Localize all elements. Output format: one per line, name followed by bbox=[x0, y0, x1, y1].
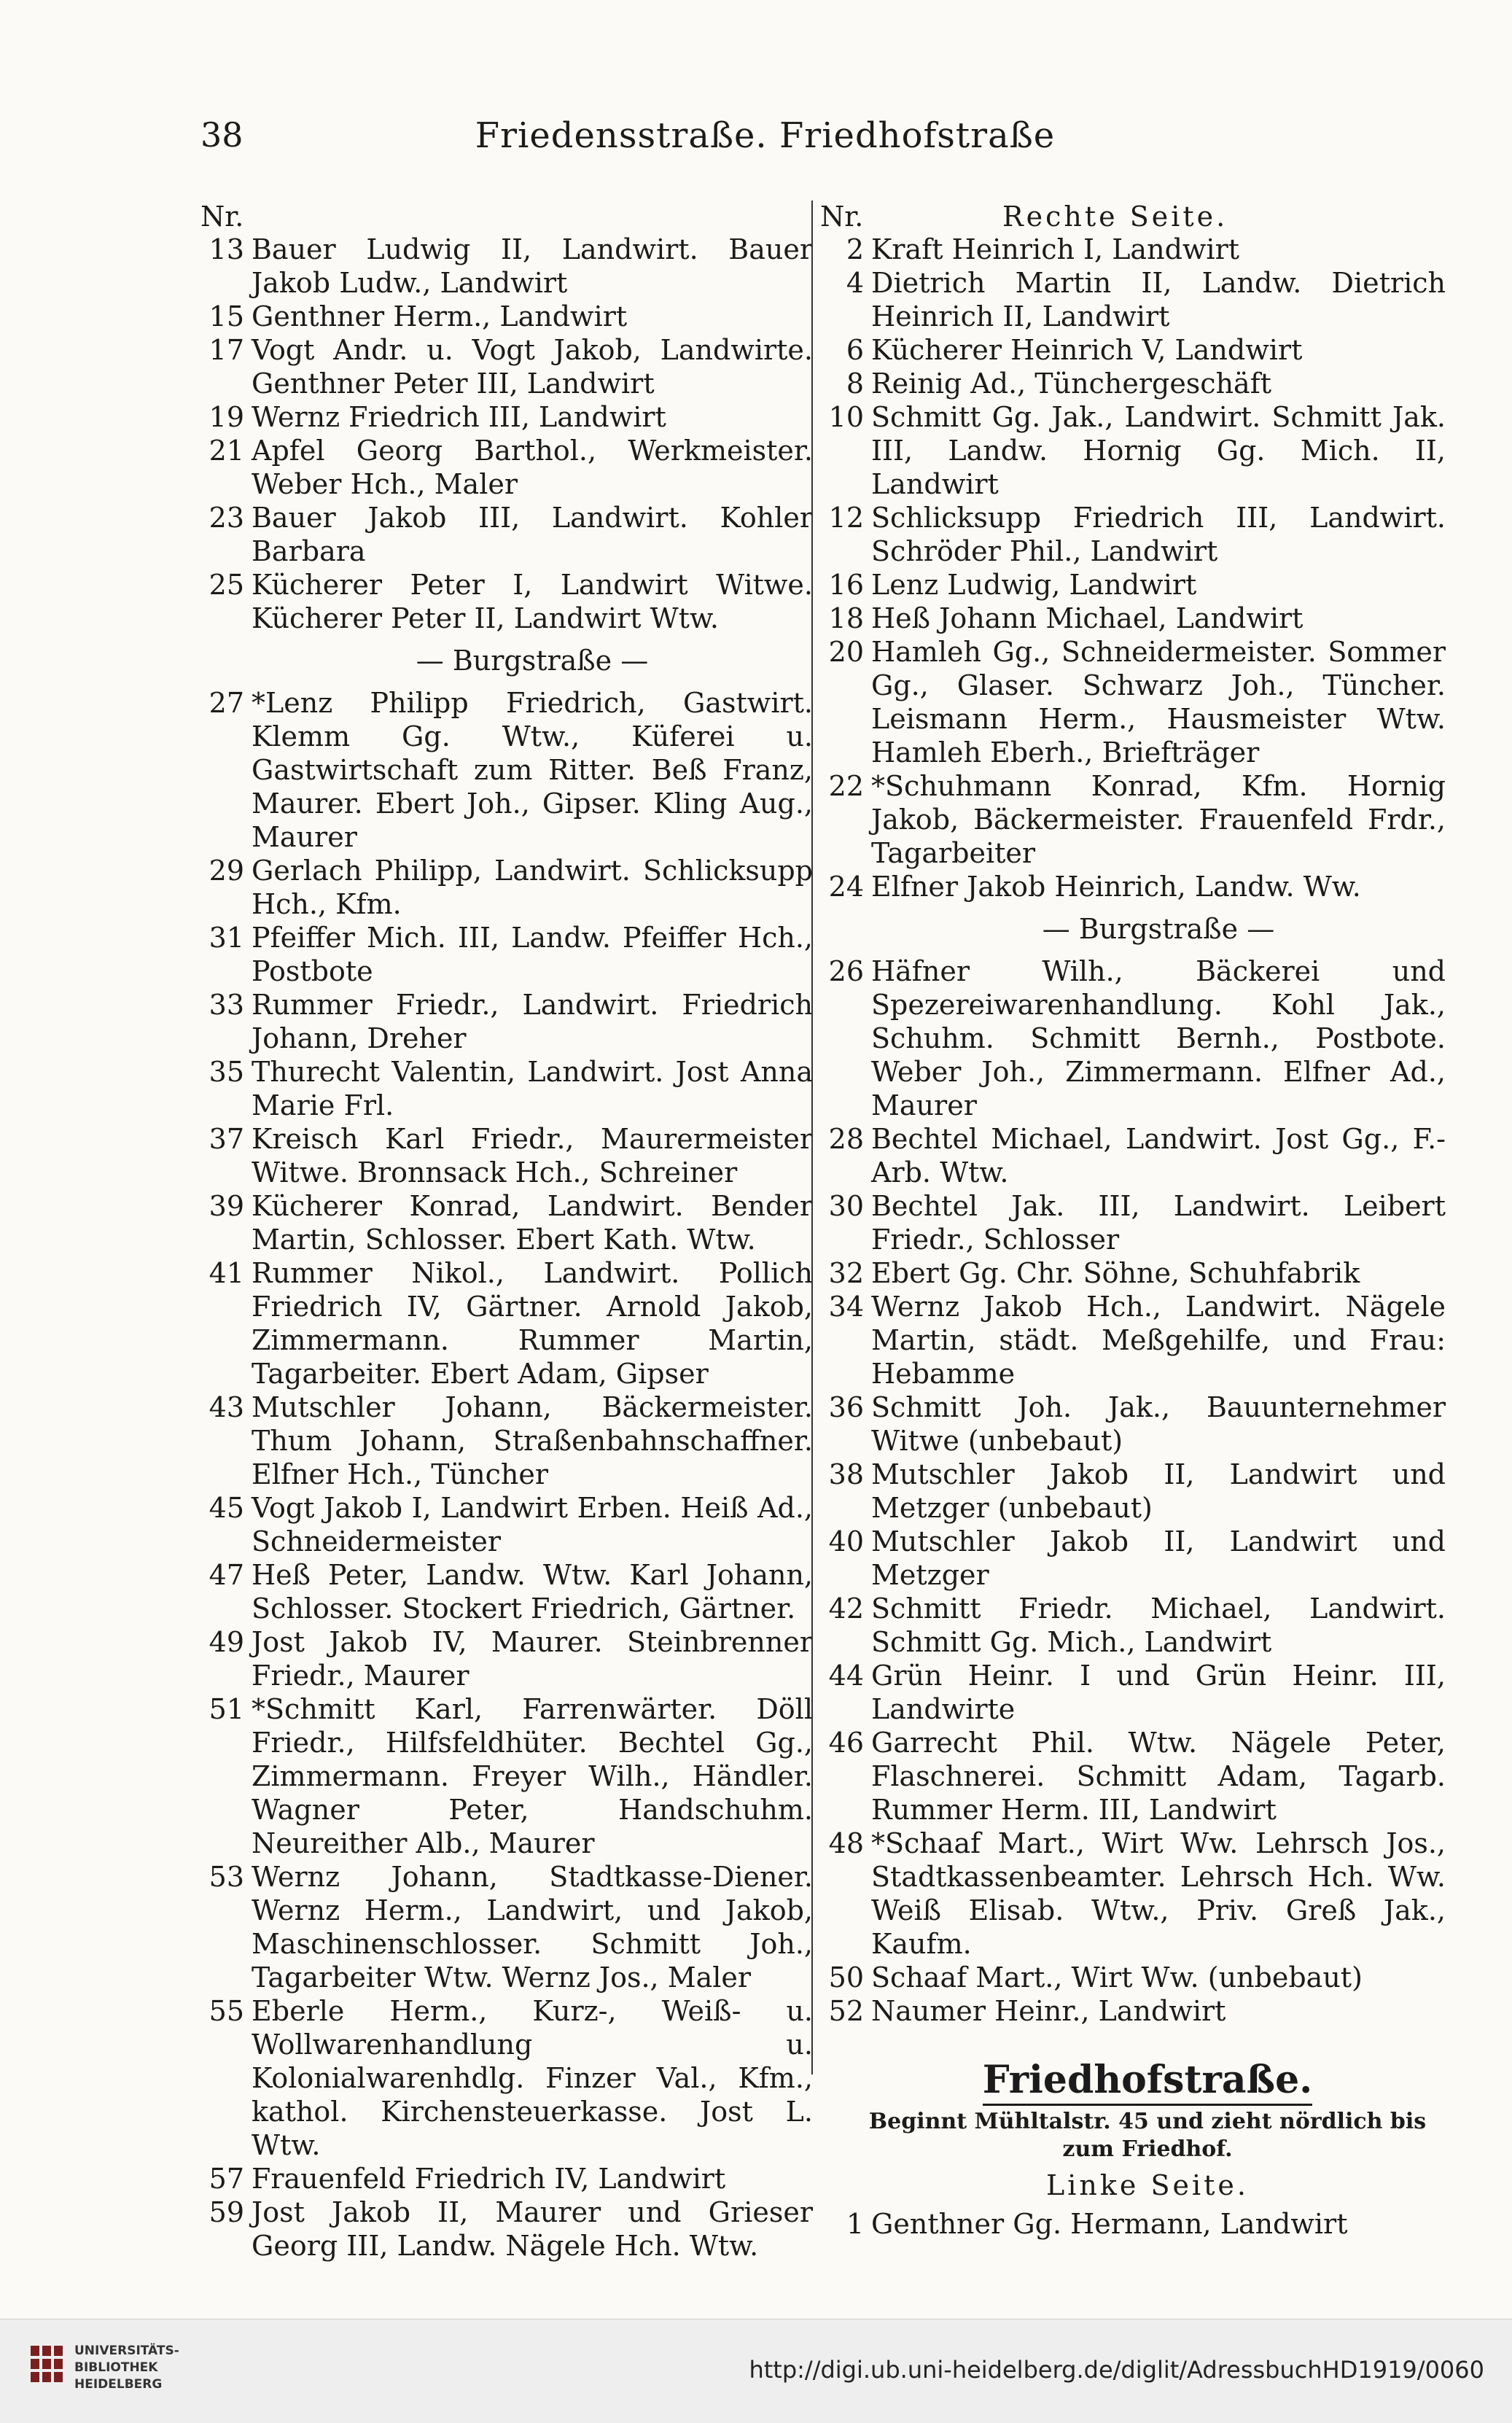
resident-text: Heß Peter, Landw. Wtw. Karl Johann, Schlosser. Stockert Friedrich, Gärtner. bbox=[252, 1559, 813, 1625]
directory-entry bbox=[200, 300, 813, 333]
house-number: 34 bbox=[828, 1291, 864, 1323]
page-title: Friedensstraße. Friedhofstraße bbox=[475, 115, 1056, 156]
resident-text: Eberle Herm., Kurz-, Weiß- u. Wollwarenhandlung u. Kolonialwarenhdlg. Finzer Val., Kfm., kathol. Kirchensteuerkasse. Jost L. Wtw. bbox=[252, 1995, 813, 2161]
resident-text: Wernz Friedrich III, Landwirt bbox=[252, 401, 666, 433]
directory-entry bbox=[820, 870, 1446, 903]
directory-entry bbox=[200, 233, 813, 300]
directory-entry bbox=[820, 635, 1446, 769]
directory-entry bbox=[820, 2207, 1446, 2241]
directory-entry bbox=[820, 769, 1446, 870]
house-number: 35 bbox=[209, 1056, 244, 1088]
library-name bbox=[74, 2343, 179, 2393]
house-number: 43 bbox=[209, 1391, 244, 1423]
directory-entry bbox=[820, 602, 1446, 635]
house-number: 8 bbox=[846, 367, 864, 400]
resident-text: Wernz Johann, Stadtkasse-Diener. Wernz Herm., Landwirt, und Jakob, Maschinenschlosser. Schmitt Joh., Tagarbeiter Wtw. Wernz Jos., Maler bbox=[252, 1861, 813, 1994]
right-column-header bbox=[820, 201, 1446, 233]
directory-entry bbox=[200, 400, 813, 434]
directory-entry bbox=[820, 1659, 1446, 1726]
house-number: 44 bbox=[828, 1660, 864, 1692]
house-number: 55 bbox=[209, 1995, 244, 2027]
house-number: 27 bbox=[209, 687, 244, 719]
house-number: 50 bbox=[828, 1961, 864, 1994]
resident-text: Dietrich Martin II, Landw. Dietrich Heinrich II, Landwirt bbox=[871, 267, 1446, 332]
right-column bbox=[820, 201, 1446, 2241]
house-number: 13 bbox=[209, 233, 244, 265]
directory-entry bbox=[200, 1256, 813, 1391]
house-number: 45 bbox=[209, 1492, 244, 1524]
house-number: 32 bbox=[828, 1257, 864, 1289]
resident-text: Jost Jakob II, Maurer und Grieser Georg III, Landw. Nägele Hch. Wtw. bbox=[252, 2196, 813, 2262]
house-number: 38 bbox=[828, 1458, 864, 1490]
resident-text: *Lenz Philipp Friedrich, Gastwirt. Klemm Gg. Wtw., Küferei u. Gastwirtschaft zum Ritter. Beß Franz, Maurer. Ebert Joh., Gipser. Kling Aug., Maurer bbox=[252, 687, 813, 853]
directory-entry bbox=[820, 1391, 1446, 1458]
house-number: 26 bbox=[828, 955, 864, 987]
house-number: 23 bbox=[209, 502, 244, 534]
house-number: 33 bbox=[209, 989, 244, 1021]
resident-text: Jost Jakob IV, Maurer. Steinbrenner Friedr., Maurer bbox=[252, 1626, 813, 1692]
directory-entry bbox=[820, 1290, 1446, 1391]
resident-text: Schmitt Gg. Jak., Landwirt. Schmitt Jak. III, Landw. Hornig Gg. Mich. II, Landwirt bbox=[871, 401, 1446, 500]
directory-entry bbox=[200, 2196, 813, 2263]
directory-columns bbox=[200, 201, 1447, 2262]
house-number: 28 bbox=[828, 1123, 864, 1155]
column-divider bbox=[811, 201, 813, 2074]
directory-entry bbox=[200, 1558, 813, 1625]
resident-text: Vogt Andr. u. Vogt Jakob, Landwirte. Genthner Peter III, Landwirt bbox=[252, 334, 813, 400]
house-number: 59 bbox=[209, 2196, 244, 2228]
house-number: 18 bbox=[828, 602, 864, 634]
right-subheading: — Burgstraße — bbox=[1042, 913, 1275, 945]
left-column-header bbox=[200, 201, 813, 233]
resident-text: Wernz Jakob Hch., Landwirt. Nägele Martin, städt. Meßgehilfe, und Frau: Hebamme bbox=[871, 1291, 1446, 1390]
left-subheading: — Burgstraße — bbox=[416, 645, 649, 677]
source-url[interactable]: http://digi.ub.uni-heidelberg.de/diglit/AdressbuchHD1919/0060 bbox=[749, 2356, 1484, 2384]
directory-entry bbox=[820, 367, 1446, 400]
resident-text: Bechtel Michael, Landwirt. Jost Gg., F.-Arb. Wtw. bbox=[871, 1123, 1446, 1189]
resident-text: Reinig Ad., Tünchergeschäft bbox=[871, 367, 1272, 400]
house-number: 17 bbox=[209, 334, 244, 366]
resident-text: Naumer Heinr., Landwirt bbox=[871, 1995, 1226, 2027]
resident-text: Bauer Ludwig II, Landwirt. Bauer Jakob Ludw., Landwirt bbox=[252, 233, 813, 299]
directory-entry bbox=[820, 568, 1446, 602]
resident-text: Apfel Georg Barthol., Werkmeister. Weber Hch., Maler bbox=[252, 435, 813, 500]
house-number: 41 bbox=[209, 1257, 244, 1289]
resident-text: Rummer Friedr., Landwirt. Friedrich Johann, Dreher bbox=[252, 989, 813, 1054]
resident-text: Bechtel Jak. III, Landwirt. Leibert Friedr., Schlosser bbox=[871, 1190, 1446, 1256]
house-number: 52 bbox=[828, 1995, 864, 2027]
resident-text: Schmitt Joh. Jak., Bauunternehmer Witwe (unbebaut) bbox=[871, 1391, 1446, 1457]
house-number: 19 bbox=[209, 401, 244, 433]
resident-text: Mutschler Johann, Bäckermeister. Thum Johann, Straßenbahnschaffner. Elfner Hch., Tüncher bbox=[252, 1391, 813, 1490]
house-number: 36 bbox=[828, 1391, 864, 1423]
directory-entry bbox=[820, 1122, 1446, 1189]
house-number: 39 bbox=[209, 1190, 244, 1222]
resident-text: Kraft Heinrich I, Landwirt bbox=[871, 233, 1240, 265]
resident-text: Genthner Gg. Hermann, Landwirt bbox=[871, 2208, 1348, 2240]
house-number: 53 bbox=[209, 1861, 244, 1893]
resident-text: Heß Johann Michael, Landwirt bbox=[871, 602, 1303, 634]
resident-text: Bauer Jakob III, Landwirt. Kohler Barbara bbox=[252, 502, 813, 567]
right-entries-a bbox=[820, 233, 1446, 903]
resident-text: Grün Heinr. I und Grün Heinr. III, Landwirte bbox=[871, 1660, 1446, 1725]
resident-text: *Schaaf Mart., Wirt Ww. Lehrsch Jos., Stadtkassenbeamter. Lehrsch Hch. Ww. Weiß Elisab. Wtw., Priv. Greß Jak., Kaufm. bbox=[871, 1827, 1446, 1960]
directory-entry bbox=[200, 434, 813, 501]
resident-text: *Schmitt Karl, Farrenwärter. Döll Friedr., Hilfsfeldhüter. Bechtel Gg., Zimmermann. Freyer Wilh., Händler. Wagner Peter, Handschuhm. Neureither Alb., Maurer bbox=[252, 1693, 813, 1859]
resident-text: Rummer Nikol., Landwirt. Pollich Friedrich IV, Gärtner. Arnold Jakob, Zimmermann. Rummer Martin, Tagarbeiter. Ebert Adam, Gipser bbox=[252, 1257, 813, 1390]
house-number: 20 bbox=[828, 636, 864, 668]
house-number: 1 bbox=[846, 2208, 864, 2240]
directory-entry bbox=[200, 1055, 813, 1122]
section-title bbox=[820, 2057, 1446, 2104]
section-side-label: Linke Seite. bbox=[1046, 2169, 1249, 2201]
directory-entry bbox=[200, 1189, 813, 1256]
nr-label: Nr. bbox=[820, 201, 864, 233]
library-logo-icon bbox=[28, 2341, 66, 2398]
left-entries-b bbox=[200, 686, 813, 2263]
directory-entry bbox=[820, 266, 1446, 333]
house-number: 47 bbox=[209, 1559, 244, 1591]
house-number: 2 bbox=[846, 233, 864, 265]
directory-entry bbox=[200, 1994, 813, 2162]
house-number: 30 bbox=[828, 1190, 864, 1222]
resident-text: Kücherer Peter I, Landwirt Witwe. Kücherer Peter II, Landwirt Wtw. bbox=[252, 569, 813, 634]
resident-text: Schmitt Friedr. Michael, Landwirt. Schmitt Gg. Mich., Landwirt bbox=[871, 1592, 1446, 1658]
directory-entry bbox=[200, 501, 813, 568]
directory-entry bbox=[200, 1625, 813, 1692]
page-number: 38 bbox=[200, 115, 243, 155]
directory-entry bbox=[200, 686, 813, 854]
resident-text: Kücherer Heinrich V, Landwirt bbox=[871, 334, 1303, 366]
library-line-3: HEIDELBERG bbox=[74, 2377, 163, 2392]
library-line-2: BIBLIOTHEK bbox=[74, 2360, 158, 2375]
resident-text: Elfner Jakob Heinrich, Landw. Ww. bbox=[871, 871, 1361, 903]
section-entries bbox=[820, 2207, 1446, 2241]
footer-bar bbox=[0, 2319, 1512, 2423]
house-number: 57 bbox=[209, 2163, 244, 2195]
side-label: Rechte Seite. bbox=[1002, 201, 1228, 233]
resident-text: Genthner Herm., Landwirt bbox=[252, 300, 628, 332]
resident-text: Häfner Wilh., Bäckerei und Spezereiwarenhandlung. Kohl Jak., Schuhm. Schmitt Bernh., Postbote. Weber Joh., Zimmermann. Elfner Ad., Maurer bbox=[871, 955, 1446, 1121]
directory-entry bbox=[820, 1189, 1446, 1256]
house-number: 40 bbox=[828, 1525, 864, 1557]
resident-text: Thurecht Valentin, Landwirt. Jost Anna Marie Frl. bbox=[252, 1056, 813, 1121]
directory-entry bbox=[820, 233, 1446, 266]
resident-text: Vogt Jakob I, Landwirt Erben. Heiß Ad., Schneidermeister bbox=[252, 1492, 813, 1557]
directory-entry bbox=[820, 1827, 1446, 1961]
nr-label: Nr. bbox=[200, 201, 244, 233]
house-number: 46 bbox=[828, 1727, 864, 1759]
house-number: 16 bbox=[828, 569, 864, 601]
directory-entry bbox=[820, 400, 1446, 501]
directory-entry bbox=[200, 568, 813, 635]
directory-entry bbox=[820, 1525, 1446, 1592]
resident-text: Ebert Gg. Chr. Söhne, Schuhfabrik bbox=[871, 1257, 1360, 1289]
directory-entry bbox=[820, 1592, 1446, 1659]
house-number: 31 bbox=[209, 922, 244, 954]
directory-entry bbox=[820, 1961, 1446, 1994]
house-number: 49 bbox=[209, 1626, 244, 1658]
house-number: 15 bbox=[209, 300, 244, 332]
resident-text: Kreisch Karl Friedr., Maurermeister Witwe. Bronnsack Hch., Schreiner bbox=[252, 1123, 813, 1189]
house-number: 25 bbox=[209, 569, 244, 601]
directory-entry bbox=[820, 1256, 1446, 1290]
directory-entry bbox=[200, 2162, 813, 2196]
directory-entry bbox=[820, 1994, 1446, 2028]
house-number: 48 bbox=[828, 1827, 864, 1859]
resident-text: Schaaf Mart., Wirt Ww. (unbebaut) bbox=[871, 1961, 1363, 1994]
directory-entry bbox=[820, 1726, 1446, 1827]
directory-entry bbox=[200, 921, 813, 988]
resident-text: Frauenfeld Friedrich IV, Landwirt bbox=[252, 2163, 726, 2195]
page-header bbox=[200, 115, 1330, 159]
directory-entry bbox=[200, 1860, 813, 1994]
resident-text: Schlicksupp Friedrich III, Landwirt. Schröder Phil., Landwirt bbox=[871, 502, 1446, 567]
right-entries-b bbox=[820, 954, 1446, 2028]
section-title-text: Friedhofstraße. bbox=[983, 2058, 1313, 2106]
directory-entry bbox=[200, 1692, 813, 1860]
resident-text: Lenz Ludwig, Landwirt bbox=[871, 569, 1197, 601]
house-number: 51 bbox=[209, 1693, 244, 1725]
resident-text: Gerlach Philipp, Landwirt. Schlicksupp Hch., Kfm. bbox=[252, 855, 813, 920]
directory-entry bbox=[200, 988, 813, 1055]
resident-text: Hamleh Gg., Schneidermeister. Sommer Gg., Glaser. Schwarz Joh., Tüncher. Leismann Herm., Hausmeister Wtw. Hamleh Eberh., Briefträger bbox=[871, 636, 1446, 769]
resident-text: Garrecht Phil. Wtw. Nägele Peter, Flaschnerei. Schmitt Adam, Tagarb. Rummer Herm. III, Landwirt bbox=[871, 1727, 1446, 1826]
directory-entry bbox=[820, 333, 1446, 367]
house-number: 12 bbox=[828, 502, 864, 534]
house-number: 4 bbox=[846, 267, 864, 299]
directory-entry bbox=[820, 1458, 1446, 1525]
resident-text: Mutschler Jakob II, Landwirt und Metzger bbox=[871, 1525, 1446, 1591]
library-line-1: UNIVERSITÄTS- bbox=[74, 2344, 179, 2358]
resident-text: Kücherer Konrad, Landwirt. Bender Martin, Schlosser. Ebert Kath. Wtw. bbox=[252, 1190, 813, 1256]
directory-entry bbox=[200, 854, 813, 921]
house-number: 29 bbox=[209, 855, 244, 887]
left-column bbox=[200, 201, 813, 2263]
house-number: 42 bbox=[828, 1592, 864, 1625]
house-number: 24 bbox=[828, 871, 864, 903]
directory-entry bbox=[200, 1391, 813, 1491]
directory-entry bbox=[200, 333, 813, 400]
resident-text: Pfeiffer Mich. III, Landw. Pfeiffer Hch., Postbote bbox=[252, 922, 813, 987]
left-entries-a bbox=[200, 233, 813, 635]
house-number: 10 bbox=[828, 401, 864, 433]
directory-entry bbox=[200, 1491, 813, 1558]
directory-entry bbox=[820, 501, 1446, 568]
house-number: 21 bbox=[209, 435, 244, 467]
directory-entry bbox=[820, 954, 1446, 1122]
resident-text: Mutschler Jakob II, Landwirt und Metzger (unbebaut) bbox=[871, 1458, 1446, 1524]
resident-text: *Schuhmann Konrad, Kfm. Hornig Jakob, Bäckermeister. Frauenfeld Frdr., Tagarbeiter bbox=[871, 770, 1446, 869]
house-number: 22 bbox=[828, 770, 864, 802]
section-description: Beginnt Mühltalstr. 45 und zieht nördlich bis zum Friedhof. bbox=[868, 2109, 1427, 2162]
directory-entry bbox=[200, 1122, 813, 1189]
house-number: 6 bbox=[846, 334, 864, 366]
house-number: 37 bbox=[209, 1123, 244, 1155]
